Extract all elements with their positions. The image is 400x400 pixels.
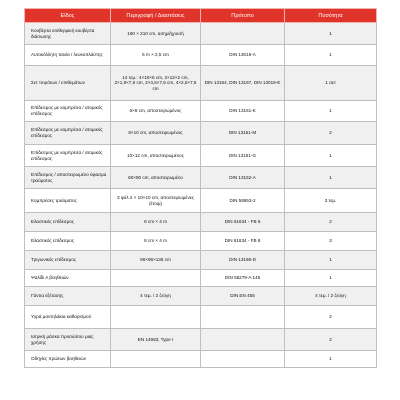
quantity-cell: 1 [285, 45, 377, 66]
description-cell: 8 cm × 4 m [111, 232, 201, 251]
item-cell: Γάντια εξέτασης [25, 287, 111, 306]
item-cell: Ελαστικός επίδεσμος [25, 213, 111, 232]
standard-cell: DIN 61634 - FB 6 [201, 213, 285, 232]
standard-cell [201, 351, 285, 368]
quantity-cell: 1 [285, 251, 377, 270]
quantity-cell: 1 [285, 101, 377, 122]
table-row [25, 251, 377, 270]
description-cell: EN 14683, Type I [111, 329, 201, 351]
table-body [25, 23, 377, 368]
description-cell: 5 m × 2,5 cm [111, 45, 201, 66]
item-cell: Επίδεσμος / αποστειρωμένο ύφασμα τραύματος [25, 167, 111, 189]
standard-cell: DIN 58279-A 145 [201, 270, 285, 287]
first-aid-kit-table [24, 8, 377, 368]
description-cell [111, 270, 201, 287]
item-cell: Σετ τσιρότων / επιθεμάτων [25, 66, 111, 101]
description-cell [111, 351, 201, 368]
quantity-cell: 4 τεμ. / 2 ζεύγη [285, 287, 377, 306]
standard-cell [201, 329, 285, 351]
description-cell: 96×96×136 cm [111, 251, 201, 270]
description-cell: 8×10 cm, αποστειρωμένος [111, 122, 201, 145]
quantity-cell: 3 [285, 232, 377, 251]
table-row [25, 66, 377, 101]
header-description: Περιγραφή / Διαστάσεις [111, 9, 201, 23]
standard-cell: DIN 13152-A [201, 167, 285, 189]
quantity-cell: 2 [285, 122, 377, 145]
quantity-cell: 2 [285, 306, 377, 329]
description-cell: 14 τεμ.: 4×10×6 cm, 2×12×2 cm, 2×1,9×7,6 cm, 2×4,5×7,6 cm, 4×2,5×7,6 cm [111, 66, 201, 101]
table-header [25, 9, 377, 23]
table-row [25, 213, 377, 232]
standard-cell: DIN 13151-K [201, 101, 285, 122]
quantity-cell: 1 σετ [285, 66, 377, 101]
standard-cell: DIN 13151-M [201, 122, 285, 145]
standard-cell: DIN 58953-2 [201, 189, 285, 213]
table-row [25, 351, 377, 368]
standard-cell: DIN 13168-D [201, 251, 285, 270]
item-cell: Κουβέρτα ισοθερμική κουβέρτα διάσωσης [25, 23, 111, 45]
header-standard: Πρότυπο [201, 9, 285, 23]
description-cell: 6×8 cm, αποστειρωμένος [111, 101, 201, 122]
description-cell: 3 φύλ 2 × 10×10 cm, αποστειρωμένες (έτοιμ) [111, 189, 201, 213]
description-cell: 60×80 cm, αποστειρωμένο [111, 167, 201, 189]
header-row [25, 9, 377, 23]
quantity-cell: 1 [285, 351, 377, 368]
item-cell: Ιατρική μάσκα προσώπου μιας χρήσης [25, 329, 111, 351]
table-row [25, 101, 377, 122]
quantity-cell: 2 [285, 329, 377, 351]
item-cell: Οδηγίες πρώτων βοηθειών [25, 351, 111, 368]
description-cell: 10×12 cm, αποστειρωμένος [111, 145, 201, 167]
standard-cell: DIN 61634 - FB 8 [201, 232, 285, 251]
description-cell: 160 × 210 cm, ασημί/χρυσή [111, 23, 201, 45]
table-row [25, 306, 377, 329]
item-cell: Αυτοκόλλητη ταινία / λευκοπλάστης [25, 45, 111, 66]
item-cell: Υγρά μαντηλάκια καθαρισμού [25, 306, 111, 329]
quantity-cell: 1 [285, 145, 377, 167]
table-row [25, 232, 377, 251]
quantity-cell: 1 [285, 270, 377, 287]
table-row [25, 287, 377, 306]
description-cell [111, 306, 201, 329]
table-row [25, 329, 377, 351]
quantity-cell: 1 [285, 167, 377, 189]
item-cell: Τριγωνικός επίδεσμος [25, 251, 111, 270]
standard-cell: DIN EN 455 [201, 287, 285, 306]
table-row [25, 270, 377, 287]
item-cell: Επίδεσμος με κομπρέσα / ατομικός επίδεσμος [25, 145, 111, 167]
standard-cell: DIN 13164, DIN 13167, DIN 13019-E [201, 66, 285, 101]
description-cell: 6 cm × 4 m [111, 213, 201, 232]
standard-cell [201, 23, 285, 45]
standard-cell [201, 306, 285, 329]
description-cell: 4 τεμ. / 2 ζεύγη [111, 287, 201, 306]
table-row [25, 23, 377, 45]
table-row [25, 45, 377, 66]
quantity-cell: 1 [285, 23, 377, 45]
header-quantity: Ποσότητα [285, 9, 377, 23]
table-row [25, 145, 377, 167]
item-cell: Ψαλίδι Α βοηθειών [25, 270, 111, 287]
standard-cell: DIN 13019-A [201, 45, 285, 66]
item-cell: Επίδεσμος με κομπρέσα / ατομικός επίδεσμος [25, 122, 111, 145]
item-cell: Επίδεσμος με κομπρέσα / ατομικός επίδεσμος [25, 101, 111, 122]
first-aid-kit-table-container [24, 8, 376, 368]
item-cell: Κομπρέσες τραύματος [25, 189, 111, 213]
header-item: Είδος [25, 9, 111, 23]
quantity-cell: 3 τεμ. [285, 189, 377, 213]
table-row [25, 167, 377, 189]
table-row [25, 189, 377, 213]
item-cell: Ελαστικός επίδεσμος [25, 232, 111, 251]
standard-cell: DIN 13151-G [201, 145, 285, 167]
table-row [25, 122, 377, 145]
quantity-cell: 2 [285, 213, 377, 232]
